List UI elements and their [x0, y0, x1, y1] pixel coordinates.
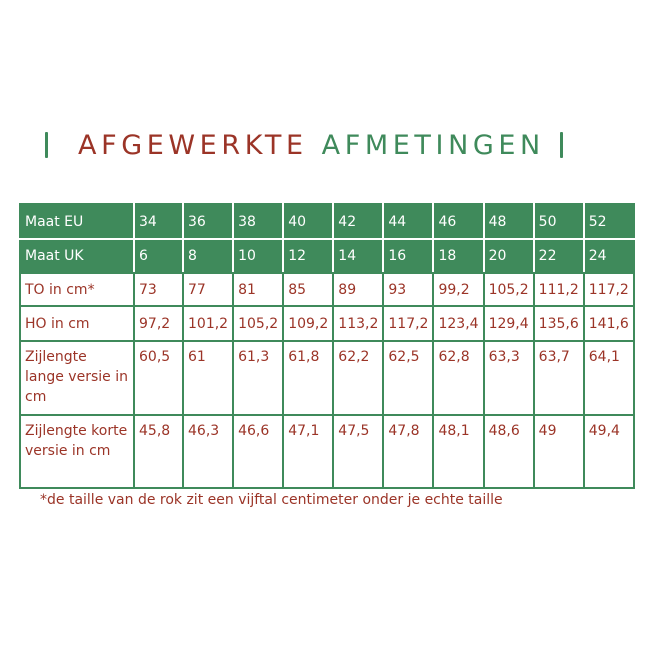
table-cell: 101,2: [183, 306, 233, 341]
table-cell: 12: [283, 239, 333, 273]
table-cell: 63,3: [484, 341, 534, 415]
footnote: *de taille van de rok zit een vijftal centimeter onder je echte taille: [40, 492, 503, 508]
title-word-afmetingen: AFMETINGEN: [321, 130, 545, 161]
title-word-afgewerkte: AFGEWERKTE: [78, 130, 308, 161]
table-cell: 64,1: [584, 341, 634, 415]
table-cell: 22: [534, 239, 584, 273]
table-cell: 63,7: [534, 341, 584, 415]
table-cell: 38: [233, 204, 283, 239]
table-cell: 14: [333, 239, 383, 273]
table-cell: 46,3: [183, 415, 233, 488]
table-cell: 62,5: [383, 341, 433, 415]
table-cell: 46: [433, 204, 483, 239]
table-row-maat-eu: [20, 204, 634, 239]
title-right-bar: [560, 132, 563, 158]
table-cell: 24: [584, 239, 634, 273]
page-title: [78, 128, 545, 164]
table-cell: 48,6: [484, 415, 534, 488]
table-row-to: [20, 273, 634, 306]
table-cell: 40: [283, 204, 333, 239]
table-cell: 42: [333, 204, 383, 239]
table-cell: 49: [534, 415, 584, 488]
table-cell: 111,2: [534, 273, 584, 306]
table-cell: 49,4: [584, 415, 634, 488]
table-cell: 97,2: [134, 306, 183, 341]
table-cell: 141,6: [584, 306, 634, 341]
row-label: Zijlengte lange versie in cm: [20, 341, 134, 415]
table-cell: 16: [383, 239, 433, 273]
table-cell: 105,2: [233, 306, 283, 341]
table-cell: 129,4: [484, 306, 534, 341]
table-cell: 47,8: [383, 415, 433, 488]
table-cell: 8: [183, 239, 233, 273]
table-cell: 117,2: [584, 273, 634, 306]
table-cell: 89: [333, 273, 383, 306]
table-cell: 47,5: [333, 415, 383, 488]
table-cell: 109,2: [283, 306, 333, 341]
row-label: TO in cm*: [20, 273, 134, 306]
table-cell: 18: [433, 239, 483, 273]
table-cell: 60,5: [134, 341, 183, 415]
table-cell: 99,2: [433, 273, 483, 306]
table-cell: 77: [183, 273, 233, 306]
table-row-zijlengte-kort: [20, 415, 634, 488]
table-cell: 85: [283, 273, 333, 306]
title-row: [0, 128, 650, 168]
table-cell: 50: [534, 204, 584, 239]
table-cell: 44: [383, 204, 433, 239]
table-cell: 46,6: [233, 415, 283, 488]
table-cell: 36: [183, 204, 233, 239]
table-row-maat-uk: [20, 239, 634, 273]
table-cell: 113,2: [333, 306, 383, 341]
table-row-ho: [20, 306, 634, 341]
table-cell: 48: [484, 204, 534, 239]
table-cell: 123,4: [433, 306, 483, 341]
table-row-zijlengte-lang: [20, 341, 634, 415]
row-label: Zijlengte korte versie in cm: [20, 415, 134, 488]
table-cell: 73: [134, 273, 183, 306]
table-cell: 61,3: [233, 341, 283, 415]
table-cell: 6: [134, 239, 183, 273]
table-cell: 135,6: [534, 306, 584, 341]
table-cell: 81: [233, 273, 283, 306]
table-cell: 62,2: [333, 341, 383, 415]
row-label: Maat UK: [20, 239, 134, 273]
table-cell: 117,2: [383, 306, 433, 341]
table-cell: 93: [383, 273, 433, 306]
size-table: [19, 203, 635, 489]
table-cell: 34: [134, 204, 183, 239]
table-cell: 61,8: [283, 341, 333, 415]
table-cell: 105,2: [484, 273, 534, 306]
row-label: HO in cm: [20, 306, 134, 341]
table-cell: 47,1: [283, 415, 333, 488]
row-label: Maat EU: [20, 204, 134, 239]
table-cell: 10: [233, 239, 283, 273]
table-cell: 48,1: [433, 415, 483, 488]
table-cell: 52: [584, 204, 634, 239]
table-cell: 61: [183, 341, 233, 415]
table-cell: 62,8: [433, 341, 483, 415]
table-cell: 45,8: [134, 415, 183, 488]
table-cell: 20: [484, 239, 534, 273]
title-left-bar: [45, 132, 48, 158]
